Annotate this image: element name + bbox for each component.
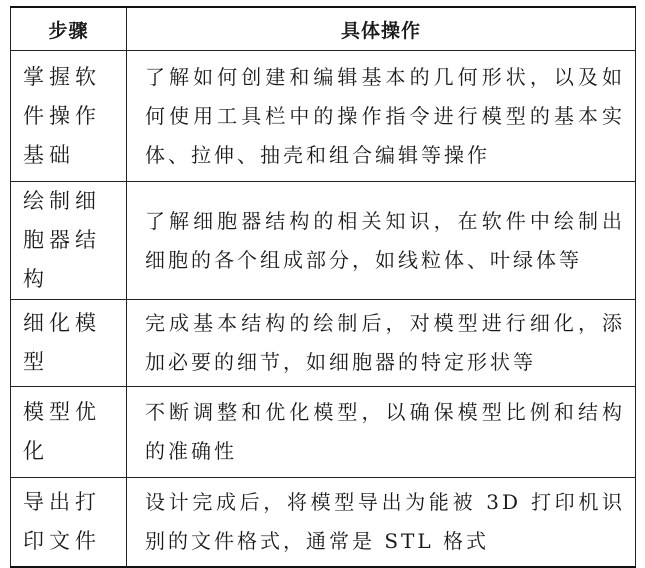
table-body <box>11 51 636 568</box>
header-step: 步骤 <box>11 7 127 51</box>
steps-table <box>10 6 636 568</box>
header-row <box>11 7 636 51</box>
table-row <box>11 387 636 478</box>
step-name-cell: 绘制细胞器结构 <box>11 182 127 300</box>
step-name-cell: 掌握软件操作基础 <box>11 51 127 182</box>
table-header <box>11 7 636 51</box>
step-operation-cell: 不断调整和优化模型，以确保模型比例和结构的准确性 <box>127 387 636 478</box>
table-row <box>11 51 636 182</box>
step-operation-cell: 完成基本结构的绘制后，对模型进行细化，添加必要的细节，如细胞器的特定形状等 <box>127 300 636 387</box>
table-row <box>11 182 636 300</box>
table-row <box>11 300 636 387</box>
step-operation-cell: 设计完成后，将模型导出为能被 3D 打印机识别的文件格式，通常是 STL 格式 <box>127 478 636 568</box>
step-name-cell: 细化模型 <box>11 300 127 387</box>
step-operation-cell: 了解如何创建和编辑基本的几何形状，以及如何使用工具栏中的操作指令进行模型的基本实体、拉伸、抽壳和组合编辑等操作 <box>127 51 636 182</box>
step-name-cell: 模型优化 <box>11 387 127 478</box>
step-name-cell: 导出打印文件 <box>11 478 127 568</box>
header-operation: 具体操作 <box>127 7 636 51</box>
step-operation-cell: 了解细胞器结构的相关知识，在软件中绘制出细胞的各个组成部分，如线粒体、叶绿体等 <box>127 182 636 300</box>
table-row <box>11 478 636 568</box>
